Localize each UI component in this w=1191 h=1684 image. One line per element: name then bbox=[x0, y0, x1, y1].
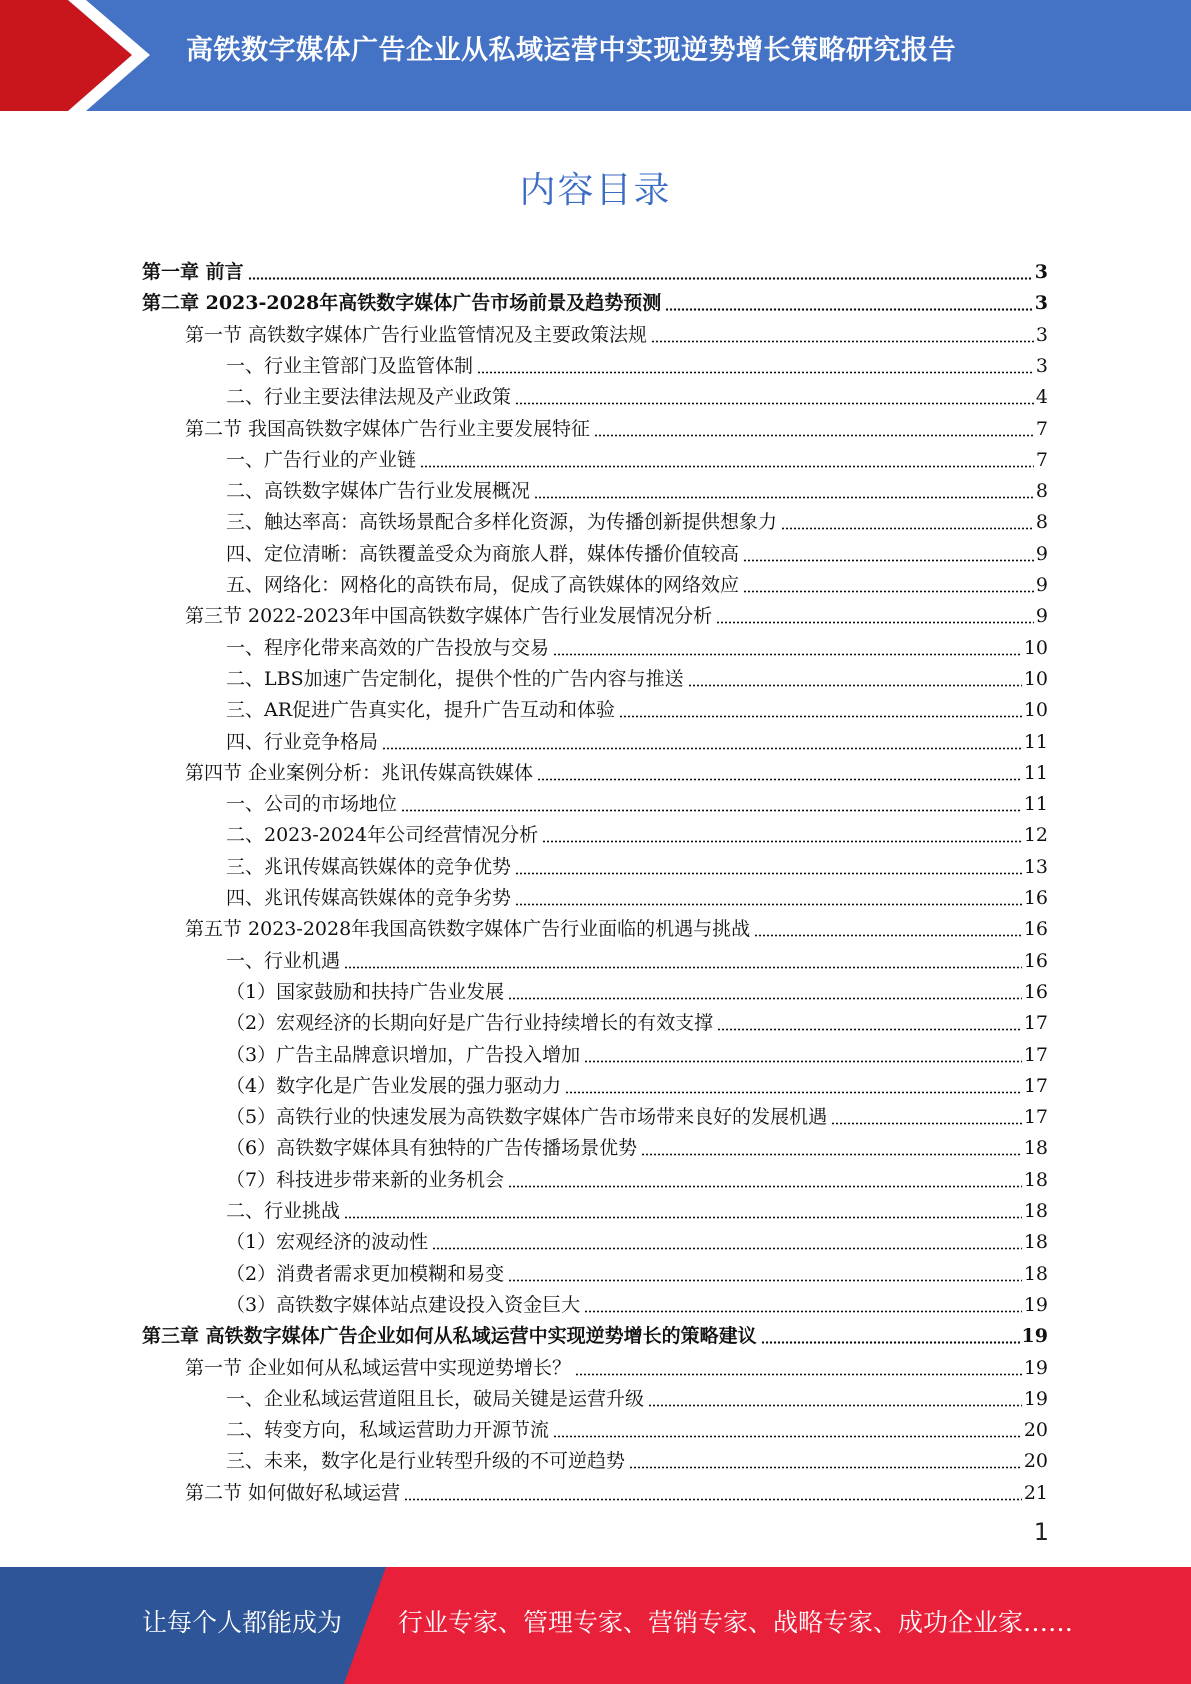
toc-dot-leader bbox=[761, 1341, 1020, 1344]
toc-entry-page: 4 bbox=[1035, 386, 1048, 409]
toc-entry-label: 第三节 2022-2023年中国高铁数字媒体广告行业发展情况分析 bbox=[185, 605, 713, 628]
footer-slogan-right: 行业专家、管理专家、营销专家、战略专家、成功企业家…… bbox=[398, 1608, 1074, 1637]
toc-entry-label: 一、企业私域运营道阻且长，破局关键是运营升级 bbox=[226, 1387, 645, 1410]
toc-dot-leader bbox=[575, 1373, 1022, 1376]
toc-entry-label: （5）高铁行业的快速发展为高铁数字媒体广告市场带来良好的发展机遇 bbox=[226, 1106, 828, 1129]
toc-dot-leader bbox=[553, 1435, 1022, 1438]
toc-entry-page: 7 bbox=[1035, 448, 1048, 471]
toc-entry-label: 二、2023-2024年公司经营情况分析 bbox=[226, 824, 539, 847]
toc-entry-page: 8 bbox=[1035, 511, 1048, 534]
toc-entry-label: （3）广告主品牌意识增加，广告投入增加 bbox=[226, 1043, 581, 1066]
toc-dot-leader bbox=[542, 840, 1022, 843]
toc-dot-leader bbox=[648, 1404, 1022, 1407]
toc-dot-leader bbox=[754, 934, 1022, 937]
toc-dot-leader bbox=[641, 1153, 1022, 1156]
toc-entry-label: 四、兆讯传媒高铁媒体的竞争劣势 bbox=[226, 887, 512, 909]
toc-entry[interactable] bbox=[142, 253, 1048, 284]
toc-entry-label: 第二章 2023-2028年高铁数字媒体广告市场前景及趋势预测 bbox=[142, 292, 662, 315]
toc-entry-page: 3 bbox=[1035, 323, 1048, 346]
toc-entry[interactable] bbox=[226, 1036, 1048, 1067]
toc-entry[interactable] bbox=[142, 1317, 1048, 1348]
toc-entry[interactable] bbox=[226, 785, 1048, 816]
toc-entry[interactable] bbox=[226, 1192, 1048, 1223]
toc-entry-page: 18 bbox=[1023, 1200, 1048, 1222]
footer-banner bbox=[0, 1567, 1191, 1684]
toc-entry[interactable] bbox=[226, 1098, 1048, 1129]
toc-entry-page: 3 bbox=[1034, 261, 1048, 283]
toc-entry-label: 第五节 2023-2028年我国高铁数字媒体广告行业面临的机遇与挑战 bbox=[185, 918, 751, 941]
toc-entry-page: 10 bbox=[1023, 636, 1048, 659]
toc-entry-page: 9 bbox=[1035, 574, 1048, 596]
toc-entry-page: 16 bbox=[1023, 980, 1048, 1003]
toc-entry[interactable] bbox=[226, 503, 1048, 534]
toc-entry-page: 7 bbox=[1035, 417, 1048, 440]
toc-entry[interactable] bbox=[185, 597, 1048, 628]
toc-entry-label: 一、程序化带来高效的广告投放与交易 bbox=[226, 636, 550, 659]
toc-dot-leader bbox=[665, 308, 1033, 311]
toc-entry-label: 第一节 高铁数字媒体广告行业监管情况及主要政策法规 bbox=[185, 323, 648, 346]
toc-dot-leader bbox=[553, 653, 1022, 656]
toc-entry-page: 19 bbox=[1023, 1387, 1048, 1410]
toc-entry-label: 三、兆讯传媒高铁媒体的竞争优势 bbox=[226, 855, 512, 878]
toc-entry-label: 四、行业竞争格局 bbox=[226, 730, 379, 753]
toc-entry[interactable] bbox=[185, 316, 1048, 347]
toc-entry-page: 17 bbox=[1023, 1012, 1048, 1035]
toc-entry[interactable] bbox=[226, 848, 1048, 879]
toc-entry-page: 10 bbox=[1023, 667, 1048, 690]
header-banner bbox=[0, 0, 1191, 111]
toc-entry-label: 二、转变方向，私域运营助力开源节流 bbox=[226, 1419, 550, 1442]
toc-entry[interactable] bbox=[226, 816, 1048, 847]
toc-entry-page: 11 bbox=[1023, 730, 1048, 753]
toc-entry[interactable] bbox=[226, 1004, 1048, 1035]
toc-entry[interactable] bbox=[226, 660, 1048, 691]
toc-entry-page: 12 bbox=[1023, 824, 1048, 847]
toc-dot-leader bbox=[477, 371, 1034, 374]
toc-entry-page: 19 bbox=[1023, 1293, 1048, 1316]
toc-entry[interactable] bbox=[226, 441, 1048, 472]
toc-entry-label: 三、未来，数字化是行业转型升级的不可逆趋势 bbox=[226, 1450, 626, 1473]
toc-dot-leader bbox=[248, 277, 1033, 280]
toc-entry-page: 17 bbox=[1023, 1074, 1048, 1097]
toc-dot-leader bbox=[515, 872, 1022, 875]
toc-dot-leader bbox=[508, 1185, 1022, 1188]
toc-entry[interactable] bbox=[185, 1474, 1048, 1505]
toc-dot-leader bbox=[537, 778, 1022, 781]
toc-entry-page: 18 bbox=[1023, 1231, 1048, 1254]
toc-dot-leader bbox=[508, 1279, 1022, 1282]
toc-entry[interactable] bbox=[226, 1255, 1048, 1286]
toc-entry-label: （2）消费者需求更加模糊和易变 bbox=[226, 1262, 505, 1285]
toc-entry[interactable] bbox=[185, 754, 1048, 785]
toc-entry-label: 一、行业机遇 bbox=[226, 949, 341, 972]
toc-entry[interactable] bbox=[226, 691, 1048, 722]
toc-entry-label: 一、广告行业的产业链 bbox=[226, 448, 417, 471]
toc-dot-leader bbox=[565, 1091, 1022, 1094]
toc-entry-label: 二、高铁数字媒体广告行业发展概况 bbox=[226, 480, 531, 503]
toc-dot-leader bbox=[743, 590, 1034, 593]
toc-dot-leader bbox=[515, 903, 1022, 906]
toc-entry-page: 9 bbox=[1035, 542, 1048, 565]
toc-entry-page: 17 bbox=[1023, 1106, 1048, 1129]
toc-entry-page: 19 bbox=[1021, 1325, 1048, 1348]
toc-dot-leader bbox=[629, 1466, 1022, 1469]
toc-entry-page: 16 bbox=[1023, 887, 1048, 909]
toc-entry-page: 11 bbox=[1023, 761, 1048, 784]
footer-slogan-left: 让每个人都能成为 bbox=[142, 1608, 343, 1637]
toc-entry[interactable] bbox=[226, 1223, 1048, 1254]
toc-dot-leader bbox=[717, 1028, 1022, 1031]
toc-dot-leader bbox=[344, 1216, 1022, 1219]
toc-entry[interactable] bbox=[226, 942, 1048, 973]
toc-dot-leader bbox=[401, 809, 1022, 812]
toc-entry[interactable] bbox=[226, 629, 1048, 660]
toc-entry-label: 四、定位清晰：高铁覆盖受众为商旅人群，媒体传播价值较高 bbox=[226, 542, 740, 565]
toc-entry[interactable] bbox=[185, 1349, 1048, 1380]
toc-entry-page: 18 bbox=[1023, 1168, 1048, 1191]
toc-entry-label: （7）科技进步带来新的业务机会 bbox=[226, 1168, 505, 1191]
toc-entry-page: 18 bbox=[1023, 1262, 1048, 1285]
toc-entry-page: 8 bbox=[1035, 480, 1048, 503]
toc-entry-page: 13 bbox=[1023, 855, 1048, 878]
toc-entry[interactable] bbox=[226, 1161, 1048, 1192]
toc-dot-leader bbox=[584, 1310, 1022, 1313]
toc-entry[interactable] bbox=[226, 1442, 1048, 1473]
toc-entry-page: 21 bbox=[1023, 1481, 1048, 1504]
toc-entry[interactable] bbox=[226, 1380, 1048, 1411]
toc-entry-page: 20 bbox=[1023, 1419, 1048, 1442]
toc-dot-leader bbox=[584, 1060, 1022, 1063]
toc-entry-label: 五、网络化：网格化的高铁布局，促成了高铁媒体的网络效应 bbox=[226, 574, 740, 596]
toc-entry[interactable] bbox=[142, 284, 1048, 315]
toc-entry[interactable] bbox=[226, 723, 1048, 754]
toc-dot-leader bbox=[716, 621, 1034, 624]
toc-entry-label: 一、公司的市场地位 bbox=[226, 793, 398, 816]
toc-entry[interactable] bbox=[226, 472, 1048, 503]
toc-entry-label: 第二节 我国高铁数字媒体广告行业主要发展特征 bbox=[185, 417, 591, 440]
toc-entry-label: （1）宏观经济的波动性 bbox=[226, 1231, 429, 1254]
toc-entry-page: 16 bbox=[1023, 949, 1048, 972]
toc-entry-label: 一、行业主管部门及监管体制 bbox=[226, 354, 474, 377]
toc-entry-label: 二、行业挑战 bbox=[226, 1200, 341, 1222]
toc-entry-label: 三、AR促进广告真实化，提升广告互动和体验 bbox=[226, 699, 616, 722]
toc-dot-leader bbox=[404, 1498, 1022, 1501]
toc-entry-label: 二、LBS加速广告定制化，提供个性的广告内容与推送 bbox=[226, 667, 684, 690]
report-title: 高铁数字媒体广告企业从私域运营中实现逆势增长策略研究报告 bbox=[186, 35, 956, 66]
toc-dot-leader bbox=[781, 527, 1034, 530]
toc-entry-label: （1）国家鼓励和扶持广告业发展 bbox=[226, 980, 505, 1003]
toc-entry[interactable] bbox=[226, 347, 1048, 378]
toc-entry-label: （3）高铁数字媒体站点建设投入资金巨大 bbox=[226, 1293, 581, 1316]
toc-entry-page: 19 bbox=[1023, 1356, 1048, 1379]
toc-entry-label: 第二节 如何做好私域运营 bbox=[185, 1481, 401, 1504]
page-number: 1 bbox=[1033, 1518, 1049, 1546]
toc-entry-label: 第四节 企业案例分析：兆讯传媒高铁媒体 bbox=[185, 761, 534, 784]
toc-dot-leader bbox=[743, 559, 1034, 562]
toc-entry-page: 9 bbox=[1035, 605, 1048, 628]
toc-dot-leader bbox=[651, 340, 1034, 343]
toc-entry-label: 三、触达率高：高铁场景配合多样化资源，为传播创新提供想象力 bbox=[226, 511, 778, 534]
toc-entry[interactable] bbox=[226, 378, 1048, 409]
toc-entry[interactable] bbox=[226, 1286, 1048, 1317]
toc-dot-leader bbox=[344, 966, 1022, 969]
toc-entry-label: 第一节 企业如何从私域运营中实现逆势增长？ bbox=[185, 1356, 572, 1379]
toc-dot-leader bbox=[534, 496, 1034, 499]
toc-entry[interactable] bbox=[185, 410, 1048, 441]
toc-entry-page: 20 bbox=[1023, 1450, 1048, 1473]
toc-entry[interactable] bbox=[226, 1129, 1048, 1160]
toc-entry-page: 10 bbox=[1023, 699, 1048, 722]
toc-entry[interactable] bbox=[226, 1067, 1048, 1098]
toc-entry[interactable] bbox=[226, 535, 1048, 566]
toc-dot-leader bbox=[515, 402, 1034, 405]
toc-entry[interactable] bbox=[226, 566, 1048, 597]
toc-entry-page: 16 bbox=[1023, 918, 1048, 941]
toc-dot-leader bbox=[594, 434, 1034, 437]
toc-entry[interactable] bbox=[226, 1411, 1048, 1442]
toc-entry[interactable] bbox=[226, 879, 1048, 910]
toc-entry-page: 11 bbox=[1023, 793, 1048, 816]
toc-entry-label: （2）宏观经济的长期向好是广告行业持续增长的有效支撑 bbox=[226, 1012, 714, 1035]
toc-entry-page: 3 bbox=[1035, 354, 1048, 377]
toc-dot-leader bbox=[688, 684, 1022, 687]
toc-entry-label: 第一章 前言 bbox=[142, 261, 244, 283]
toc-entry[interactable] bbox=[226, 973, 1048, 1004]
toc-dot-leader bbox=[420, 465, 1034, 468]
toc-entry-label: 第三章 高铁数字媒体广告企业如何从私域运营中实现逆势增长的策略建议 bbox=[142, 1325, 757, 1348]
toc-entry-page: 18 bbox=[1023, 1137, 1048, 1160]
toc-heading: 内容目录 bbox=[519, 170, 672, 211]
toc-entry[interactable] bbox=[185, 910, 1048, 941]
toc-entry-page: 17 bbox=[1023, 1043, 1048, 1066]
toc-dot-leader bbox=[508, 997, 1022, 1000]
toc-entry-label: （6）高铁数字媒体具有独特的广告传播场景优势 bbox=[226, 1137, 638, 1160]
toc-dot-leader bbox=[831, 1122, 1022, 1125]
toc-dot-leader bbox=[432, 1247, 1022, 1250]
toc-entry-label: 二、行业主要法律法规及产业政策 bbox=[226, 386, 512, 409]
toc-dot-leader bbox=[619, 715, 1022, 718]
toc-entry-page: 3 bbox=[1034, 292, 1048, 315]
toc-entry-label: （4）数字化是广告业发展的强力驱动力 bbox=[226, 1074, 562, 1097]
toc-dot-leader bbox=[382, 747, 1022, 750]
